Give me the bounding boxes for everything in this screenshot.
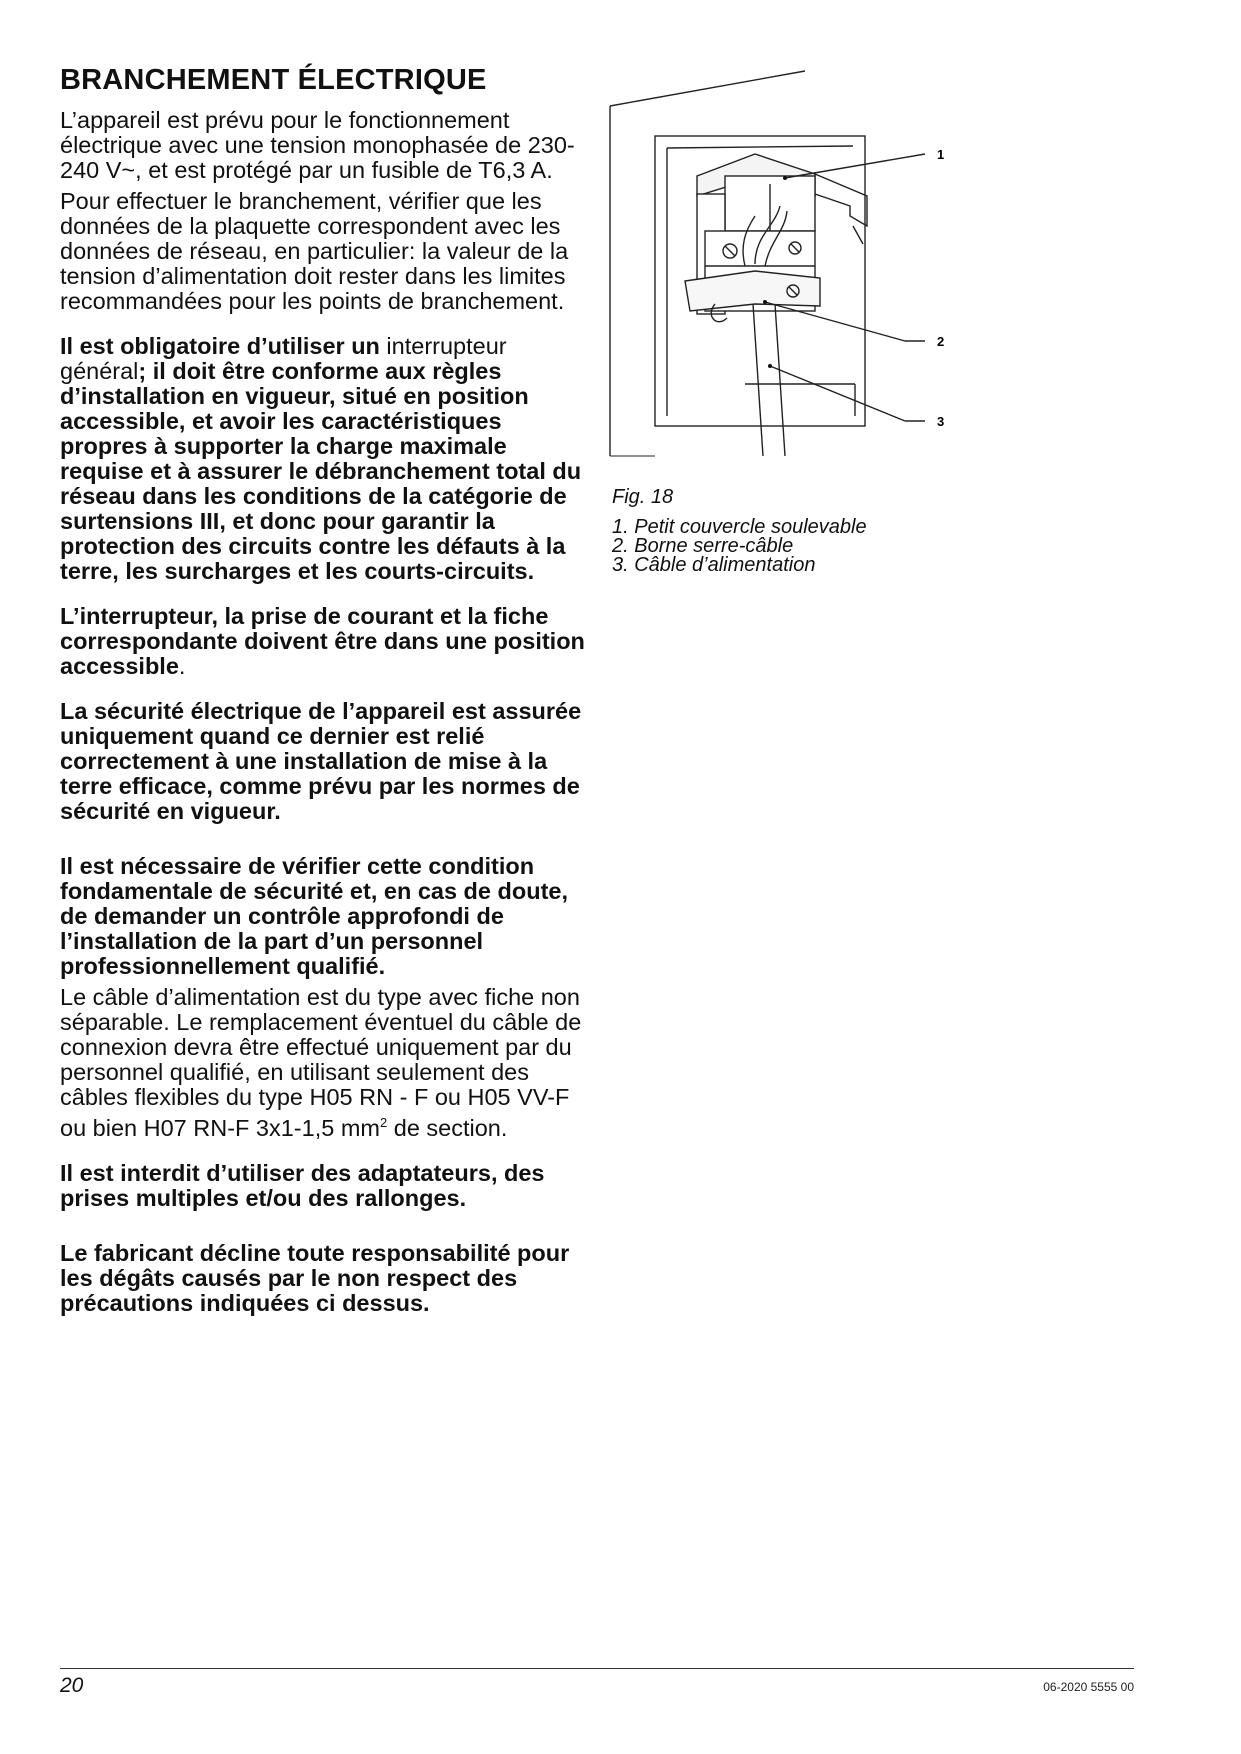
paragraph-power-cable [60,985,590,1141]
paragraph-safety-check: Il est nécessaire de vérifier cette condition fondamentale de sécurité et, en cas de doute, de demander un contrôle approfondi de l’installation de la part d’un personnel professionnellement qualifié. [60,853,569,979]
document-code: 06-2020 5555 00 [1043,1680,1134,1694]
legend-item-1: 1. Petit couvercle soulevable [612,516,867,538]
legend-item-3: 3. Câble d’alimentation [612,554,816,576]
paragraph-voltage: L’appareil est prévu pour le fonctionnement électrique avec une tension monophasée de 230-240 V~, et est protégé par un fusible de T6,3 A. [60,107,575,183]
figure-electrical-connection [605,66,965,466]
figure-caption: Fig. 18 [612,486,674,508]
power-cable-superscript: 2 [379,1115,388,1130]
accessibility-dot: . [178,653,186,679]
paragraph-liability: Le fabricant décline toute responsabilité pour les dégâts causés par le non respect des précautions indiquées ci dessus. [60,1239,570,1316]
paragraph-main-switch [60,334,590,584]
power-cable-text: Le câble d’alimentation est du type avec fiche non séparable. Le remplacement éventuel du câble de connexion devra être effectué uniquement par du personnel qualifié, en utilisant seulement des câbles flexibles du type H05 RN - F ou H05 VV-F ou bien H07 RN-F 3x1-1,5 mm [60,984,582,1141]
paragraph-accessibility [60,604,590,679]
legend-item-2: 2. Borne serre-câble [612,535,794,557]
main-switch-normal: interrupteur général [60,333,507,384]
callout-2: 2 [937,334,945,349]
power-cable-text-end: de section. [387,1114,508,1141]
main-switch-bold-a: Il est obligatoire d’utiliser un [60,333,380,359]
body-text [60,108,590,1316]
main-switch-bold-b: ; il doit être conforme aux règles d’installation en vigueur, situé en position accessible, et avoir les caractéristiques propres à supporter la charge maximale requise et à assurer le débranchement total du réseau dans les conditions de la catégorie de surtensions III, et donc pour garantir la protection des circuits contre les défauts à la terre, les surcharges et les courts-circuits. [60,358,582,584]
paragraph-connection-check: Pour effectuer le branchement, vérifier que les données de la plaquette correspondent avec les données de réseau, en particulier: la valeur de la tension d’alimentation doit rester dans les limites recommandées pour les points de branchement. [60,188,569,314]
page-number: 20 [60,1674,84,1697]
figure-legend [612,518,867,575]
footer-divider [60,1668,1134,1669]
callout-3: 3 [937,414,945,429]
paragraph-earthing: La sécurité électrique de l’appareil est assurée uniquement quand ce dernier est relié correctement à une installation de mise à la terre efficace, comme prévu par les normes de sécurité en vigueur. [60,698,582,824]
accessibility-bold: L’interrupteur, la prise de courant et la fiche correspondante doivent être dans une position accessible [60,603,585,679]
page-title: BRANCHEMENT ÉLECTRIQUE [60,64,487,96]
paragraph-adapters-warning: Il est interdit d’utiliser des adaptateurs, des prises multiples et/ou des rallonges. [60,1159,545,1211]
callout-1: 1 [937,147,945,162]
